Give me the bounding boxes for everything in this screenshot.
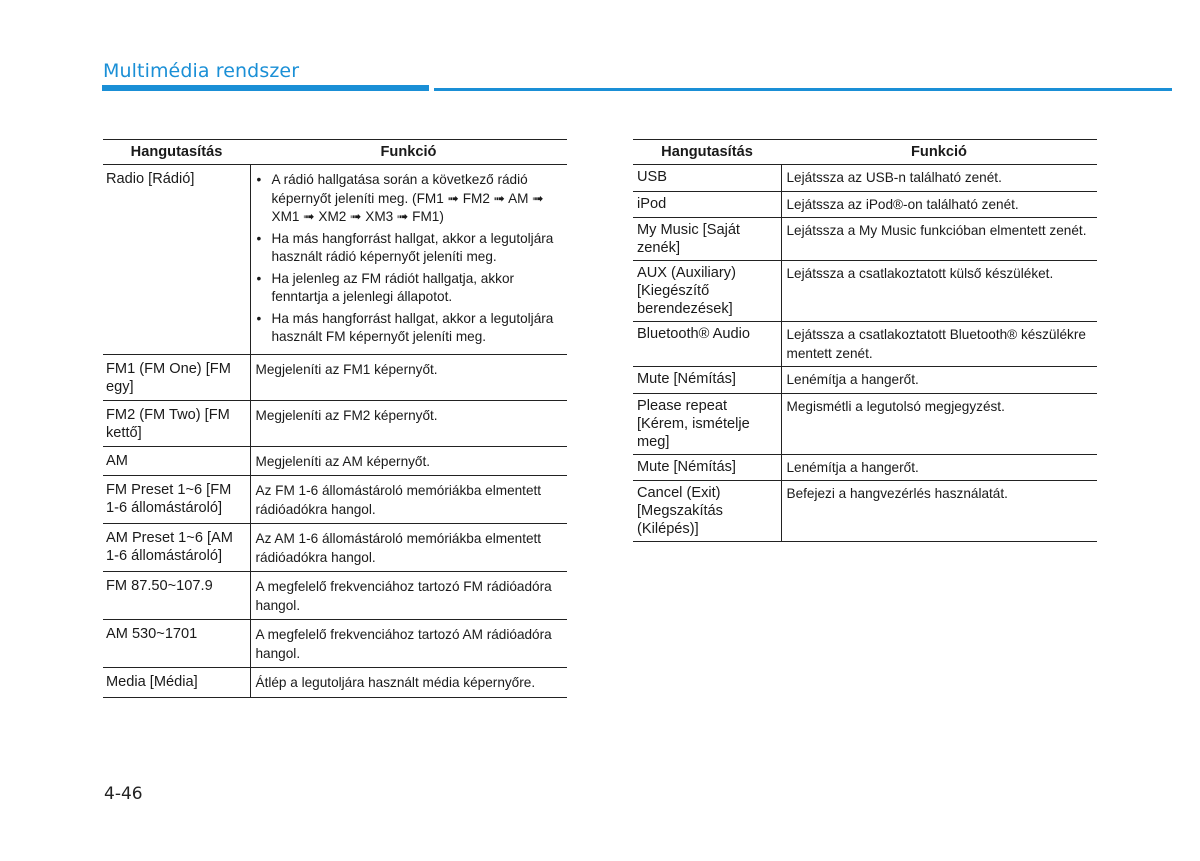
table-row: [103, 476, 567, 524]
page-number: 4-46: [104, 784, 143, 804]
bullet-item: • A rádió hallgatása során a következő rádió képernyőt jeleníti meg. (FM1 ➟ FM2 ➟ AM ➟ XM1 ➟ XM2 ➟ XM3 ➟ FM1): [256, 171, 562, 227]
command-cell: AM Preset 1~6 [AM 1-6 állomástároló]: [103, 524, 250, 572]
command-cell: Mute [Némítás]: [633, 454, 781, 481]
function-cell: Lejátssza a My Music funkcióban elmentett zenét.: [781, 218, 1097, 261]
table-row: [103, 668, 567, 698]
table-row: [103, 572, 567, 620]
function-cell: Lenémítja a hangerőt.: [781, 454, 1097, 481]
table-row: [633, 165, 1097, 192]
table-row: [103, 354, 567, 400]
function-cell: Megismétli a legutolsó megjegyzést.: [781, 393, 1097, 454]
function-cell: Az AM 1-6 állomástároló memóriákba elmentett rádióadókra hangol.: [250, 524, 567, 572]
function-cell: Lenémítja a hangerőt.: [781, 367, 1097, 394]
table-row: [103, 400, 567, 446]
bullet-item: • Ha más hangforrást hallgat, akkor a legutoljára használt rádió képernyőt jeleníti meg.: [256, 230, 562, 267]
table-row: [633, 367, 1097, 394]
function-cell: Lejátssza az USB-n található zenét.: [781, 165, 1097, 192]
table-row: [633, 261, 1097, 322]
command-cell: AM 530~1701: [103, 620, 250, 668]
function-cell: Átlép a legutoljára használt média képernyőre.: [250, 668, 567, 698]
column-header-function: Funkció: [781, 140, 1097, 165]
command-cell: Bluetooth® Audio: [633, 322, 781, 367]
command-cell: Media [Média]: [103, 668, 250, 698]
table-row: [103, 524, 567, 572]
command-cell: Radio [Rádió]: [103, 165, 250, 355]
function-cell: Megjeleníti az FM2 képernyőt.: [250, 400, 567, 446]
function-cell: Megjeleníti az FM1 képernyőt.: [250, 354, 567, 400]
command-cell: My Music [Saját zenék]: [633, 218, 781, 261]
command-cell: Cancel (Exit) [Megszakítás (Kilépés)]: [633, 481, 781, 542]
function-cell: [250, 165, 567, 355]
voice-command-table-right: [633, 139, 1097, 542]
function-bullet-list: [256, 171, 562, 347]
bullet-item: • Ha más hangforrást hallgat, akkor a legutoljára használt FM képernyőt jeleníti meg.: [256, 310, 562, 347]
command-cell: Please repeat [Kérem, ismételje meg]: [633, 393, 781, 454]
bullet-item: • Ha jelenleg az FM rádiót hallgatja, akkor fenntartja a jelenlegi állapotot.: [256, 270, 562, 307]
function-cell: Lejátssza a csatlakoztatott külső készüléket.: [781, 261, 1097, 322]
page-header-title: Multimédia rendszer: [103, 60, 300, 82]
command-cell: USB: [633, 165, 781, 192]
table-row: [103, 446, 567, 476]
command-cell: FM1 (FM One) [FM egy]: [103, 354, 250, 400]
command-cell: AUX (Auxiliary) [Kiegészítő berendezések]: [633, 261, 781, 322]
table-row: [633, 218, 1097, 261]
command-cell: FM2 (FM Two) [FM kettő]: [103, 400, 250, 446]
table-row: [103, 620, 567, 668]
command-cell: AM: [103, 446, 250, 476]
table-row: [633, 393, 1097, 454]
table-row: [103, 165, 567, 355]
function-cell: Lejátssza az iPod®-on található zenét.: [781, 191, 1097, 218]
function-cell: Megjeleníti az AM képernyőt.: [250, 446, 567, 476]
function-cell: Befejezi a hangvezérlés használatát.: [781, 481, 1097, 542]
function-cell: Az FM 1-6 állomástároló memóriákba elmentett rádióadókra hangol.: [250, 476, 567, 524]
table-row: [633, 454, 1097, 481]
column-header-command: Hangutasítás: [633, 140, 781, 165]
header-bar-thin: [434, 88, 1172, 91]
command-cell: Mute [Némítás]: [633, 367, 781, 394]
table-header-row: [103, 140, 567, 165]
table-row: [633, 191, 1097, 218]
column-header-command: Hangutasítás: [103, 140, 250, 165]
function-cell: A megfelelő frekvenciához tartozó AM rádióadóra hangol.: [250, 620, 567, 668]
table-row: [633, 322, 1097, 367]
command-cell: FM Preset 1~6 [FM 1-6 állomástároló]: [103, 476, 250, 524]
voice-command-table-left: [103, 139, 567, 698]
column-header-function: Funkció: [250, 140, 567, 165]
command-cell: FM 87.50~107.9: [103, 572, 250, 620]
function-cell: A megfelelő frekvenciához tartozó FM rádióadóra hangol.: [250, 572, 567, 620]
function-cell: Lejátssza a csatlakoztatott Bluetooth® készülékre mentett zenét.: [781, 322, 1097, 367]
command-cell: iPod: [633, 191, 781, 218]
table-row: [633, 481, 1097, 542]
table-header-row: [633, 140, 1097, 165]
header-bar-thick: [102, 85, 429, 91]
